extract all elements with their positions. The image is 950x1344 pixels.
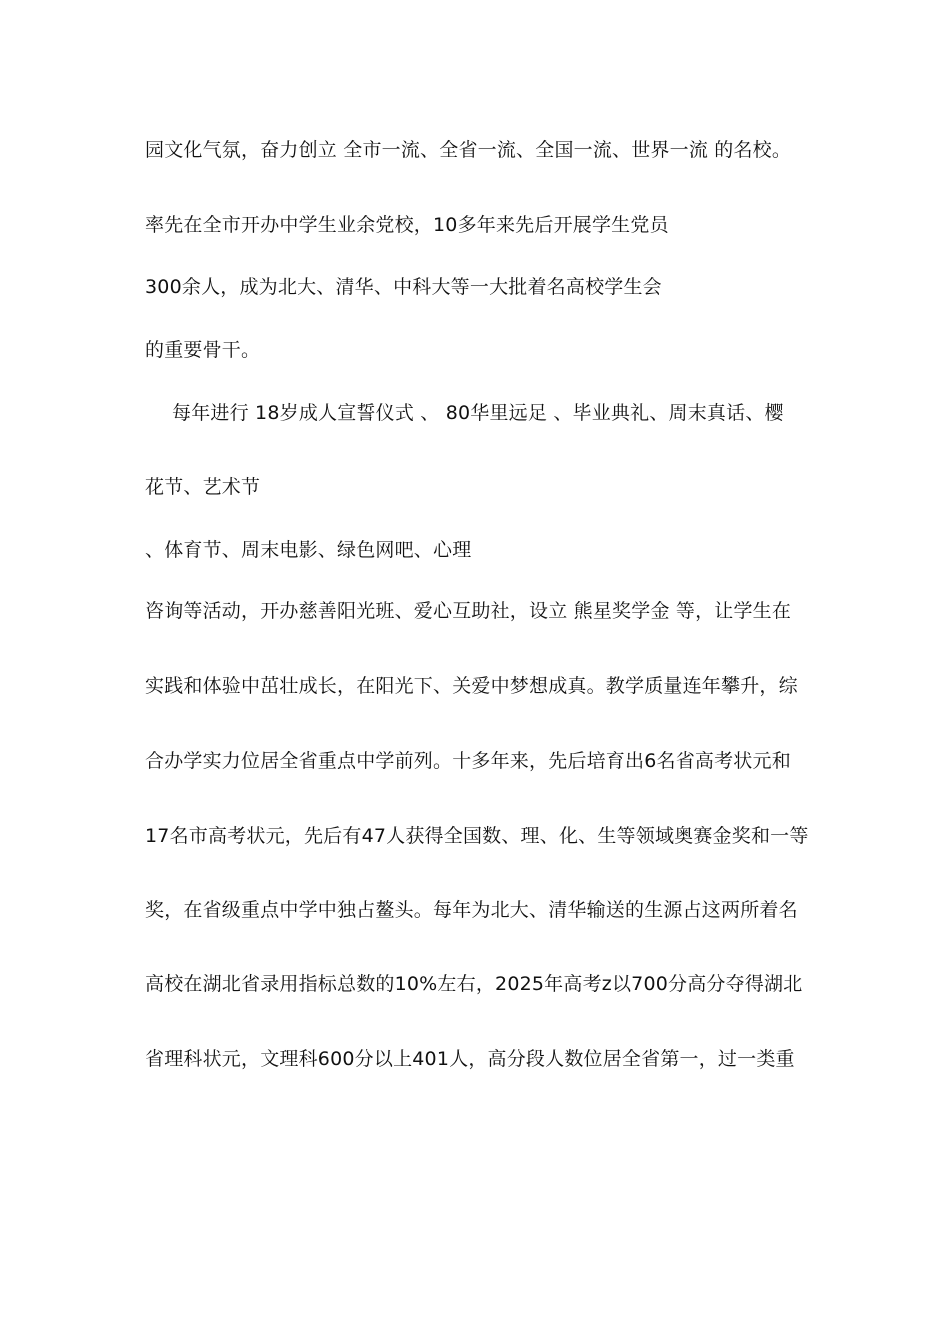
text-line: 的重要骨干。: [145, 339, 261, 361]
text-line: 每年进行 18岁成人宣誓仪式 、 80华里远足 、毕业典礼、周末真话、樱: [172, 402, 784, 424]
text-line: 省理科状元，文理科600分以上401人，高分段人数位居全省第一，过一类重: [145, 1048, 795, 1070]
text-line: 高校在湖北省录用指标总数的10%左右，2025年高考z以700分高分夺得湖北: [145, 973, 803, 995]
text-line: 实践和体验中茁壮成长，在阳光下、关爱中梦想成真。教学质量连年攀升，综: [145, 675, 798, 697]
text-line: 花节、艺术节: [145, 476, 261, 498]
text-line: 合办学实力位居全省重点中学前列。十多年来，先后培育出6名省高考状元和: [145, 750, 791, 772]
text-line: 咨询等活动，开办慈善阳光班、爱心互助社，设立 熊星奖学金 等，让学生在: [145, 600, 792, 622]
text-line: 园文化气氛，奋力创立 全市一流、全省一流、全国一流、世界一流 的名校。: [145, 139, 792, 161]
text-line: 300余人，成为北大、清华、中科大等一大批着名高校学生会: [145, 276, 662, 298]
text-line: 率先在全市开办中学生业余党校，10多年来先后开展学生党员: [145, 214, 669, 236]
text-line: 、体育节、周末电影、绿色网吧、心理: [145, 539, 472, 561]
text-line: 17名市高考状元，先后有47人获得全国数、理、化、生等领域奥赛金奖和一等: [145, 825, 809, 847]
text-line: 奖，在省级重点中学中独占鳌头。每年为北大、清华输送的生源占这两所着名: [145, 899, 798, 921]
